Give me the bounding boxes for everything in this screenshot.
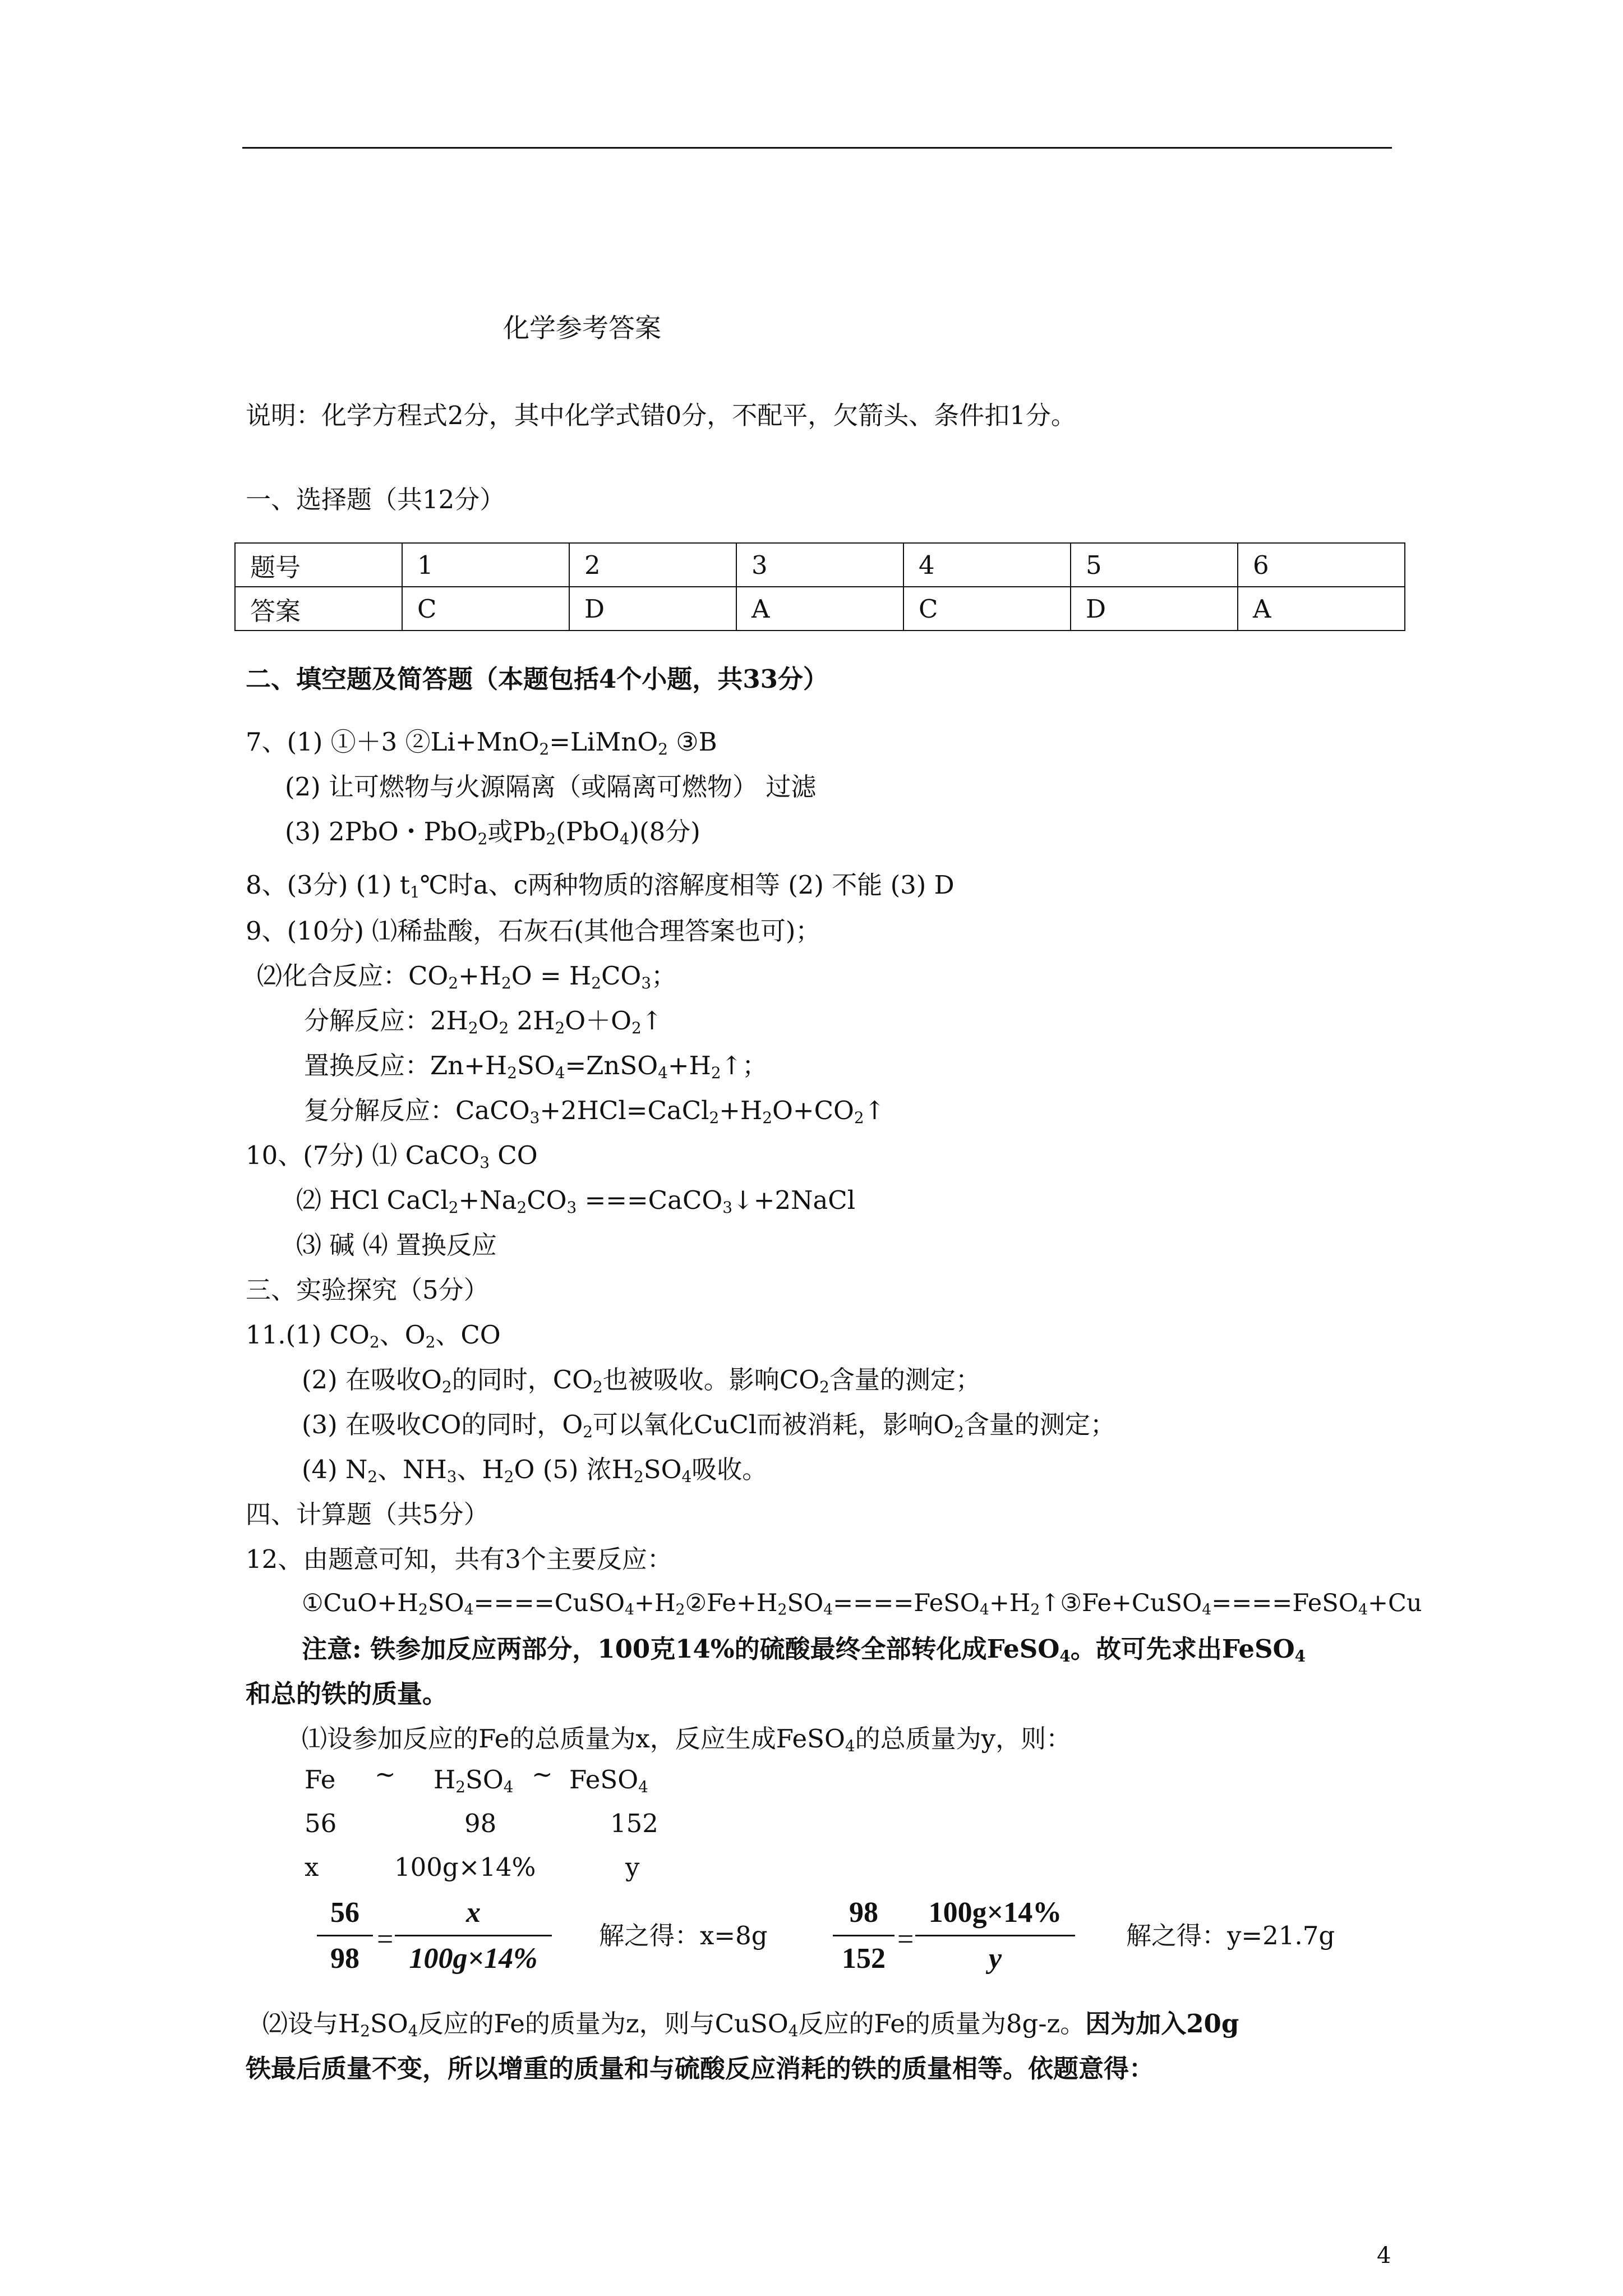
q11-line-2: (2) 在吸收$O_2$的同时，$CO_2$也被吸收。影响$CO_2$含量的测定；: [302, 1365, 981, 1396]
q9-line-5: 复分解反应：$CaCO_3+2HCl=CaCl_2+H_2O+CO_2↑$: [304, 1096, 886, 1127]
relation-value: x: [305, 1852, 319, 1882]
q11-line-4: (4) $N_2$、$NH_3$、$H_2O$ (5) 浓$H_2SO_4$吸收。: [302, 1455, 768, 1486]
q10-line-1: 10、(7分) ⑴ CaCO$_3$ CO: [246, 1140, 538, 1172]
q7-line-3: (3) 2PbO・PbO$_2$或$Pb_2(PbO_4)(8$分): [285, 817, 700, 848]
q12-line-1: 12、由题意可知，共有3个主要反应：: [246, 1544, 672, 1574]
q12-reactions: $①CuO+H_2SO_4====CuSO_4+H_2②Fe+H_2SO_4====FeSO_4+H_2↑③Fe+CuSO_4====FeSO_4+Cu$: [302, 1589, 1422, 1619]
q8-line: 8、(3分) (1) $t_1℃$时a、c两种物质的溶解度相等 (2) 不能 (3) D: [246, 870, 955, 901]
question-number: 6: [1238, 543, 1405, 587]
equals-sign: =: [897, 1924, 914, 1955]
row-label: 题号: [235, 543, 402, 587]
relation-value: 98: [464, 1809, 497, 1838]
question-number: 4: [903, 543, 1071, 587]
q12-step-1: ⑴设参加反应的Fe的总质量为x，反应生成FeSO$_4$的总质量为y，则：: [302, 1724, 1072, 1755]
answer-cell: A: [1238, 587, 1405, 631]
solution-x: 解之得：x=8g: [599, 1921, 768, 1950]
document-title: 化学参考答案: [503, 313, 661, 344]
q10-line-2: ⑵ HCl $CaCl_2+Na_2CO_3$ ===CaCO$_3$↓+2NaCl: [296, 1185, 856, 1217]
equals-sign: =: [377, 1924, 394, 1955]
q11-line-3: (3) 在吸收CO的同时，$O_2$可以氧化CuCl而被消耗，影响$O_2$含量的测定；: [302, 1410, 1115, 1441]
scoring-note: 说明：化学方程式2分，其中化学式错0分，不配平，欠箭头、条件扣1分。: [246, 401, 1076, 430]
question-number: 5: [1071, 543, 1238, 587]
q10-line-3: ⑶ 碱 ⑷ 置换反应: [296, 1230, 497, 1260]
question-number: 2: [569, 543, 736, 587]
q7-line-2: (2) 让可燃物与火源隔离（或隔离可燃物） 过滤: [285, 772, 817, 802]
section-3-heading: 三、实验探究（5分）: [246, 1275, 489, 1305]
answer-cell: D: [569, 587, 736, 631]
question-number: 3: [736, 543, 903, 587]
answer-cell: C: [903, 587, 1071, 631]
solution-y: 解之得：y=21.7g: [1126, 1921, 1335, 1950]
section-4-heading: 四、计算题（共5分）: [246, 1499, 489, 1529]
q7-line-1: 7、(1) ①＋3 ②Li+MnO$_2$=LiMnO$_2$ ③B: [246, 727, 717, 758]
q12-step-2: ⑵设与$H_2SO_4$反应的Fe的质量为z，则与CuSO$_4$反应的Fe的质量为8g-z。因为加入20g: [262, 2009, 1239, 2040]
page-number: 4: [1377, 2243, 1391, 2269]
table-row: [235, 543, 1405, 587]
relation-value: 152: [610, 1809, 658, 1838]
relation-h2so4: $H_2SO_4$: [434, 1765, 514, 1796]
fraction-y: $\frac{100g\times 14\%}{y}$: [915, 1896, 1075, 1975]
q12-note-line-1: 注意: 铁参加反应两部分，100克14%的硫酸最终全部转化成FeSO$_4$。故可先求出FeSO$_4$: [302, 1634, 1306, 1665]
relation-feso4: FeSO$_4$: [569, 1765, 648, 1796]
table-row: [235, 587, 1405, 631]
fraction-98-152: $\frac{98}{152}$: [833, 1896, 895, 1975]
answer-cell: D: [1071, 587, 1238, 631]
q11-line-1: 11.(1) $CO_2$、$O_2$、CO: [246, 1320, 501, 1351]
relation-value: 56: [305, 1809, 337, 1838]
q12-note-line-2: 和总的铁的质量。: [246, 1679, 448, 1709]
section-1-heading: 一、选择题（共12分）: [246, 485, 505, 514]
relation-tilde: ~: [375, 1759, 396, 1789]
q9-line-2: ⑵化合反应：$CO_2+H_2O = H_2CO_3$；: [257, 961, 677, 992]
header-rule: [242, 147, 1392, 149]
row-label: 答案: [235, 587, 402, 631]
relation-value: y: [625, 1852, 640, 1882]
q9-line-3: 分解反应：$2H_2O_2$ $2H_2O+O_2↑$: [304, 1006, 663, 1037]
answer-cell: C: [402, 587, 569, 631]
answer-table: [234, 542, 1405, 631]
relation-value: 100g×14%: [394, 1852, 536, 1882]
answer-cell: A: [736, 587, 903, 631]
relation-tilde: ~: [532, 1759, 553, 1789]
relation-fe: Fe: [305, 1765, 336, 1795]
q9-line-4: 置换反应：$Zn+H_2SO_4=ZnSO_4+H_2↑$；: [304, 1051, 768, 1082]
fraction-x: $\frac{x}{100g\times 14\%}$: [395, 1896, 552, 1975]
question-number: 1: [402, 543, 569, 587]
fraction-56-98: $\frac{56}{98}$: [317, 1896, 373, 1975]
q9-line-1: 9、(10分) ⑴稀盐酸，石灰石(其他合理答案也可)；: [246, 916, 821, 946]
q12-step-2-cont: 铁最后质量不变，所以增重的质量和与硫酸反应消耗的铁的质量相等。依题意得：: [246, 2054, 1155, 2083]
section-2-heading: 二、填空题及简答题（本题包括4个小题，共33分）: [246, 664, 828, 694]
